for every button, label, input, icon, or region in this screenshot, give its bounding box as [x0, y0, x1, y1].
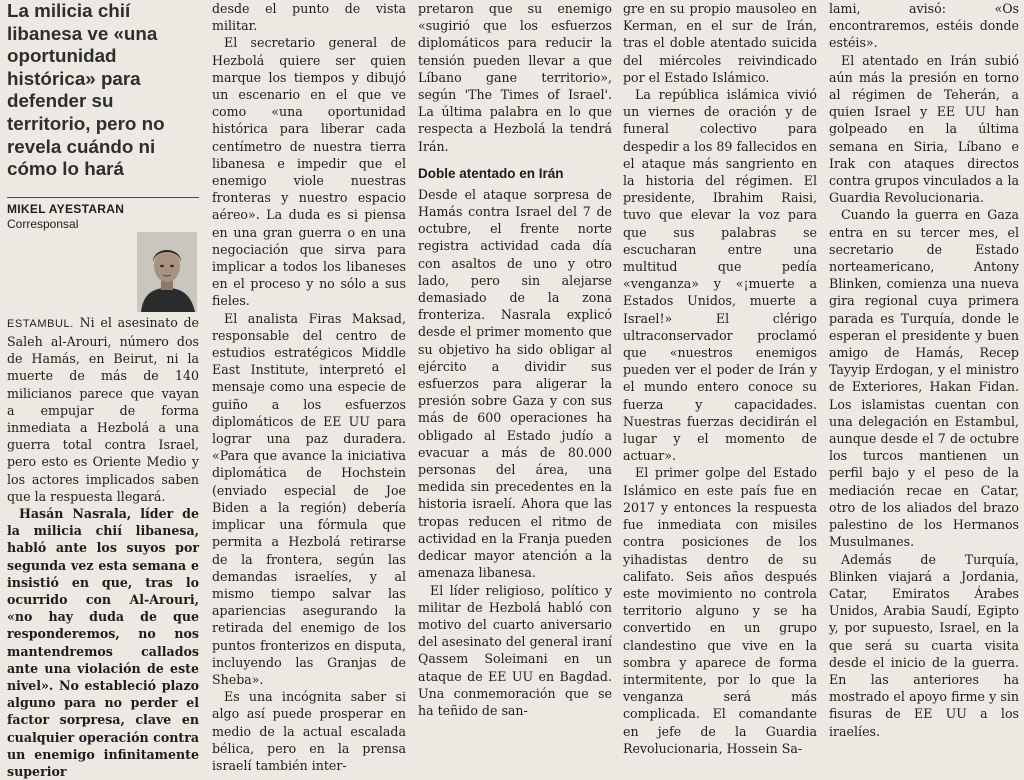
col4-paragraph-1: gre en su propio mausoleo en Kerman, en el sur de Irán, tras el doble atentado suicida del miércoles reivindicado por el Estado Islámico.: [623, 1, 817, 85]
subhead: Doble atentado en Irán: [418, 165, 564, 181]
column-5: [829, 0, 1019, 739]
col5-paragraph-1: lami, avisó: «Os encontraremos, estéis donde estéis».: [829, 1, 1019, 51]
column-3: [418, 0, 612, 718]
col4-paragraph-3: El primer golpe del Estado Islámico en este país fue en 2017 y entonces la respuesta fue inmediata con misiles contra posiciones de los yihadistas dentro de su califato. Seis años después este movimiento no controla territorio alguno y se ha convertido en un grupo clandestino que vive en la sombra y aparece de forma intermitente, por lo que la venganza será más complicada. El comandante en jefe de la Guardia Revolucionaria, Hossein Sa-: [623, 465, 817, 756]
col1-paragraph-1-text: Ni el asesinato de Saleh al-Arouri, número dos de Hamás, en Beirut, ni la muerte de más de 140 milicianos parece que vayan a empujar de forma inmediata a Hezbolá a una guerra total contra Israel, pero esto es Oriente Medio y los actores implicados saben que la respuesta llegará.: [7, 314, 199, 504]
dateline: ESTAMBUL.: [7, 317, 74, 330]
author-portrait-icon: [137, 232, 197, 312]
byline-author: MIKEL AYESTARAN: [7, 201, 125, 216]
byline-rule: [7, 197, 199, 198]
column-1: [7, 0, 199, 780]
column-2: [212, 0, 406, 773]
col4-paragraph-2: La república islámica vivió un viernes de oración y de funeral colectivo para despedir a los 89 fallecidos en el ataque más sangriento en la historia del régimen. El presidente, Ibrahim Raisi, tuvo que elevar la voz para que sus palabras se escucharan entre una multitud que pedía «venganza» y «¡muerte a Estados Unidos, muerte a Israel!» El clérigo ultraconservador proclamó que «nuestros enemigos pueden ver el poder de Irán y el mundo entero conoce su fuerza y capacidades. Nuestras fuerzas decidirán el lugar y el momento de actuar».: [623, 87, 817, 464]
col2-paragraph-4: Es una incógnita saber si algo así puede prosperar en medio de la actual escalada bélica, pero en la prensa israelí también inter-: [212, 689, 406, 773]
col3-paragraph-3: El líder religioso, político y militar de Hezbolá habló con motivo del cuarto aniversario del asesinato del general iraní Qassem Soleimani en un ataque de EE UU en Bagdad. Una conmemoración que se ha teñido de san-: [418, 582, 612, 718]
col5-paragraph-4: Además de Turquía, Blinken viajará a Jordania, Catar, Emiratos Árabes Unidos, Arabia Saudí, Egipto y, por supuesto, Israel, en la que será su cuarta visita desde el inicio de la guerra. En las anteriores ha mostrado el apoyo firme y sin fisuras de EE UU a los iraelíes.: [829, 551, 1019, 739]
headline: La milicia chií libanesa ve «una oportunidad histórica» para defender su territorio, pero no revela cuándo ni cómo lo hará: [7, 0, 165, 180]
col2-paragraph-3: El analista Firas Maksad, responsable del centro de estudios estratégicos Middle East Institute, interpretó el mensaje como una especie de guiño a los esfuerzos diplomáticos de EE UU para lograr una paz duradera. «Para que avance la iniciativa diplomática de Hochstein (enviado especial de Joe Biden a la región) debería implicar una fórmula que permita a Hezbolá retirarse de la frontera, según las demandas israelíes, y al mismo tiempo salvar las apariencias asegurando la retirada del enemigo de los puntos fronterizos en disputa, incluyendo las Granjas de Sheba».: [212, 310, 406, 687]
col5-paragraph-2: El atentado en Irán subió aún más la presión en torno al régimen de Teherán, a quien Israel y EE UU han golpeado en la última semana en Siria, Líbano e Irak con ataques directos contra grupos vinculados a la Guardia Revolucionaria.: [829, 52, 1019, 206]
col1-paragraph-1: [7, 314, 199, 505]
col3-paragraph-2: Desde el ataque sorpresa de Hamás contra Israel del 7 de octubre, el frente norte registra actividad cada día con asaltos de uno y otro lado, pero sin alejarse demasiado de la zona fronteriza. Nasrala explicó desde el primer momento que su objetivo ha sido obligar al ejército a dividir sus esfuerzos para aligerar la presión sobre Gaza y con sus más de 600 operaciones ha obligado al Estado judío a evacuar a más de 80.000 personas del área, una medida sin precedentes en la historia israelí. Ahora que las tropas reducen el ritmo de actividad en la Franja pueden dedicar mayor atención a la amenaza libanesa.: [418, 186, 612, 581]
col2-paragraph-1: desde el punto de vista militar.: [212, 1, 406, 34]
byline-role: Corresponsal: [7, 216, 79, 231]
column-4: [623, 0, 817, 756]
col5-paragraph-3: Cuando la guerra en Gaza entra en su tercer mes, el secretario de Estado norteamericano, Antony Blinken, comienza una nueva gira regional cuya primera parada es Turquía, donde le esperan el presidente y buen amigo de Hamás, Recep Tayyip Erdogan, y el ministro de Exteriores, Hakan Fidan. Los islamistas cuentan con una delegación en Estambul, aunque desde el 7 de octubre los turcos mantienen un perfil bajo y el peso de la mediación recae en Catar, otro de los aliados del brazo palestino de los Hermanos Musulmanes.: [829, 207, 1019, 550]
col1-paragraph-2: Hasán Nasrala, líder de la milicia chií libanesa, habló ante los suyos por segunda vez esta semana e insistió en que, tras lo ocurrido con Al-Arouri, «no hay duda de que responderemos, no nos mantendremos callados ante una violación de este nivel». No estableció plazo alguno para no perder el factor sorpresa, clave en cualquier operación contra un enemigo infinitamente superior: [7, 505, 199, 780]
col2-paragraph-2: El secretario general de Hezbolá quiere ser quien marque los tiempos y dibujó un escenario en el que ve como «una oportunidad histórica para liberar cada centímetro de nuestra tierra libanesa e impedir que el enemigo viole nuestras fronteras y nuestro espacio aéreo». La duda es si piensa en una gran guerra o en una negociación que sirva para implicar a todos los libaneses en el proceso y no sólo a sus fieles.: [212, 35, 406, 309]
author-photo-area: [7, 232, 199, 314]
col3-paragraph-1: pretaron que su enemigo «sugirió que los esfuerzos diplomáticos para reducir la tensión pueden llevar a que Líbano gane territorio», según 'The Times of Israel'. La última palabra en lo que respecta a Hezbolá la tendrá Irán.: [418, 1, 612, 154]
